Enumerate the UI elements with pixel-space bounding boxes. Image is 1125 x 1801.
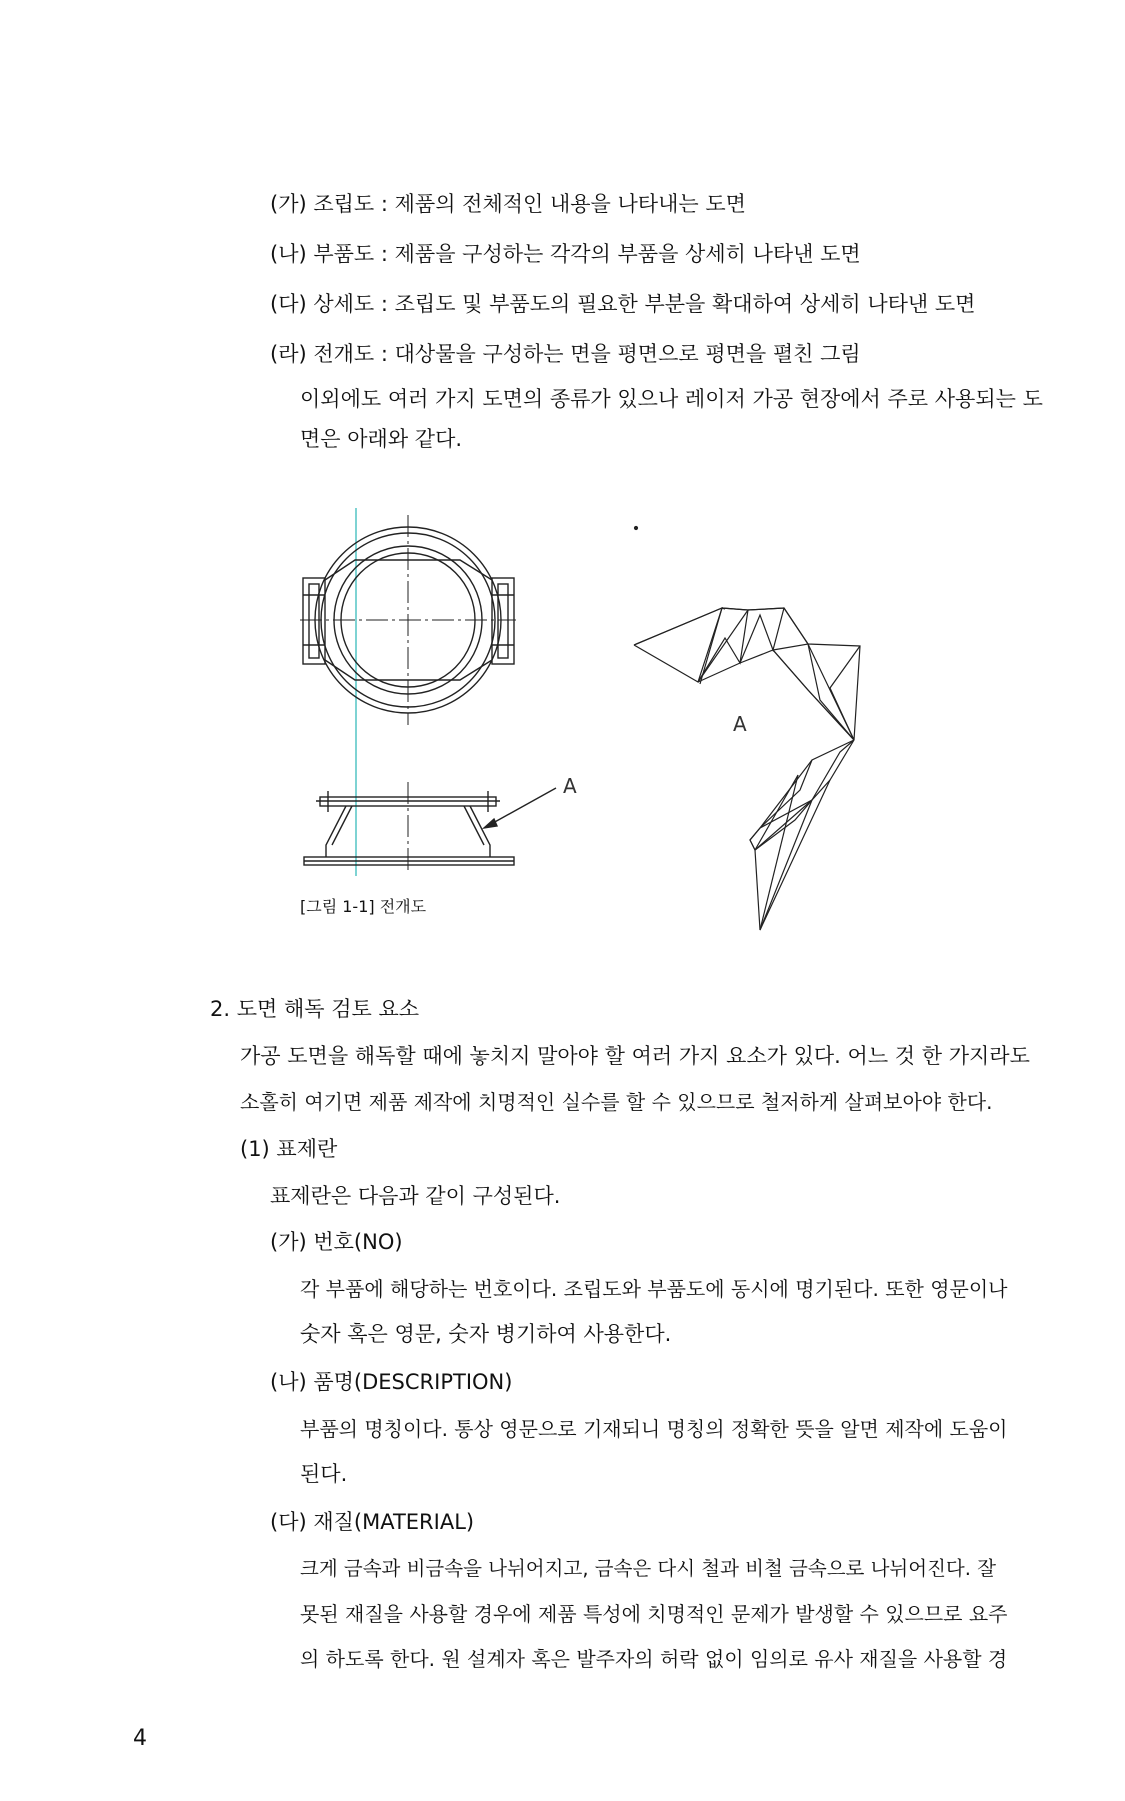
item-text-line: 크게 금속과 비금속을 나뉘어지고, 금속은 다시 철과 비철 금속으로 나뉘어진다. 잘 <box>300 1557 997 1580</box>
figure-caption: [그림 1-1] 전개도 <box>300 897 427 916</box>
list-item-detail: (다) 상세도 : 조립도 및 부품도의 필요한 부분을 확대하여 상세히 나타낸 도면 <box>270 292 976 316</box>
item-text-line: 된다. <box>300 1462 348 1486</box>
subsection-text: 표제란은 다음과 같이 구성된다. <box>270 1184 561 1208</box>
item-heading-material: (다) 재질(MATERIAL) <box>270 1510 475 1534</box>
list-item-part: (나) 부품도 : 제품을 구성하는 각각의 부품을 상세히 나타낸 도면 <box>270 242 861 266</box>
item-heading-number: (가) 번호(NO) <box>270 1230 403 1254</box>
intro-paragraph-line: 이외에도 여러 가지 도면의 종류가 있으나 레이저 가공 현장에서 주로 사용되는 도 <box>300 387 1043 411</box>
page-number: 4 <box>133 1726 147 1751</box>
section-paragraph-line: 가공 도면을 해독할 때에 놓치지 말아야 할 여러 가지 요소가 있다. 어느 것 한 가지라도 <box>240 1044 1030 1068</box>
item-text-line: 각 부품에 해당하는 번호이다. 조립도와 부품도에 동시에 명기된다. 또한 영문이나 <box>300 1277 1008 1301</box>
list-item-development: (라) 전개도 : 대상물을 구성하는 면을 평면으로 평면을 펼친 그림 <box>270 342 861 366</box>
figure-label-a-unfolded: A <box>733 712 747 736</box>
item-text-line: 부품의 명칭이다. 통상 영문으로 기재되니 명칭의 정확한 뜻을 알면 제작에 도움이 <box>300 1417 1008 1441</box>
list-item-assembly: (가) 조립도 : 제품의 전체적인 내용을 나타내는 도면 <box>270 192 746 216</box>
item-text-line: 숫자 혹은 영문, 숫자 병기하여 사용한다. <box>300 1322 672 1346</box>
unfolded-pattern-drawing <box>634 527 860 931</box>
item-heading-description: (나) 품명(DESCRIPTION) <box>270 1370 513 1394</box>
item-text-line: 못된 재질을 사용할 경우에 제품 특성에 치명적인 문제가 발생할 수 있으므로 요주 <box>300 1602 1008 1626</box>
intro-paragraph-line: 면은 아래와 같다. <box>300 427 463 451</box>
section-paragraph-line: 소홀히 여기면 제품 제작에 치명적인 실수를 할 수 있으므로 철저하게 살펴보아야 한다. <box>240 1090 993 1114</box>
section-heading: 2. 도면 해독 검토 요소 <box>210 997 420 1021</box>
subsection-heading: (1) 표제란 <box>240 1137 338 1161</box>
top-view-drawing <box>300 515 516 725</box>
item-text-line: 의 하도록 한다. 원 설계자 혹은 발주자의 허락 없이 임의로 유사 재질을 사용할 경 <box>300 1647 1008 1671</box>
side-view-drawing <box>304 782 556 872</box>
figure-label-a-side: A <box>563 774 577 798</box>
